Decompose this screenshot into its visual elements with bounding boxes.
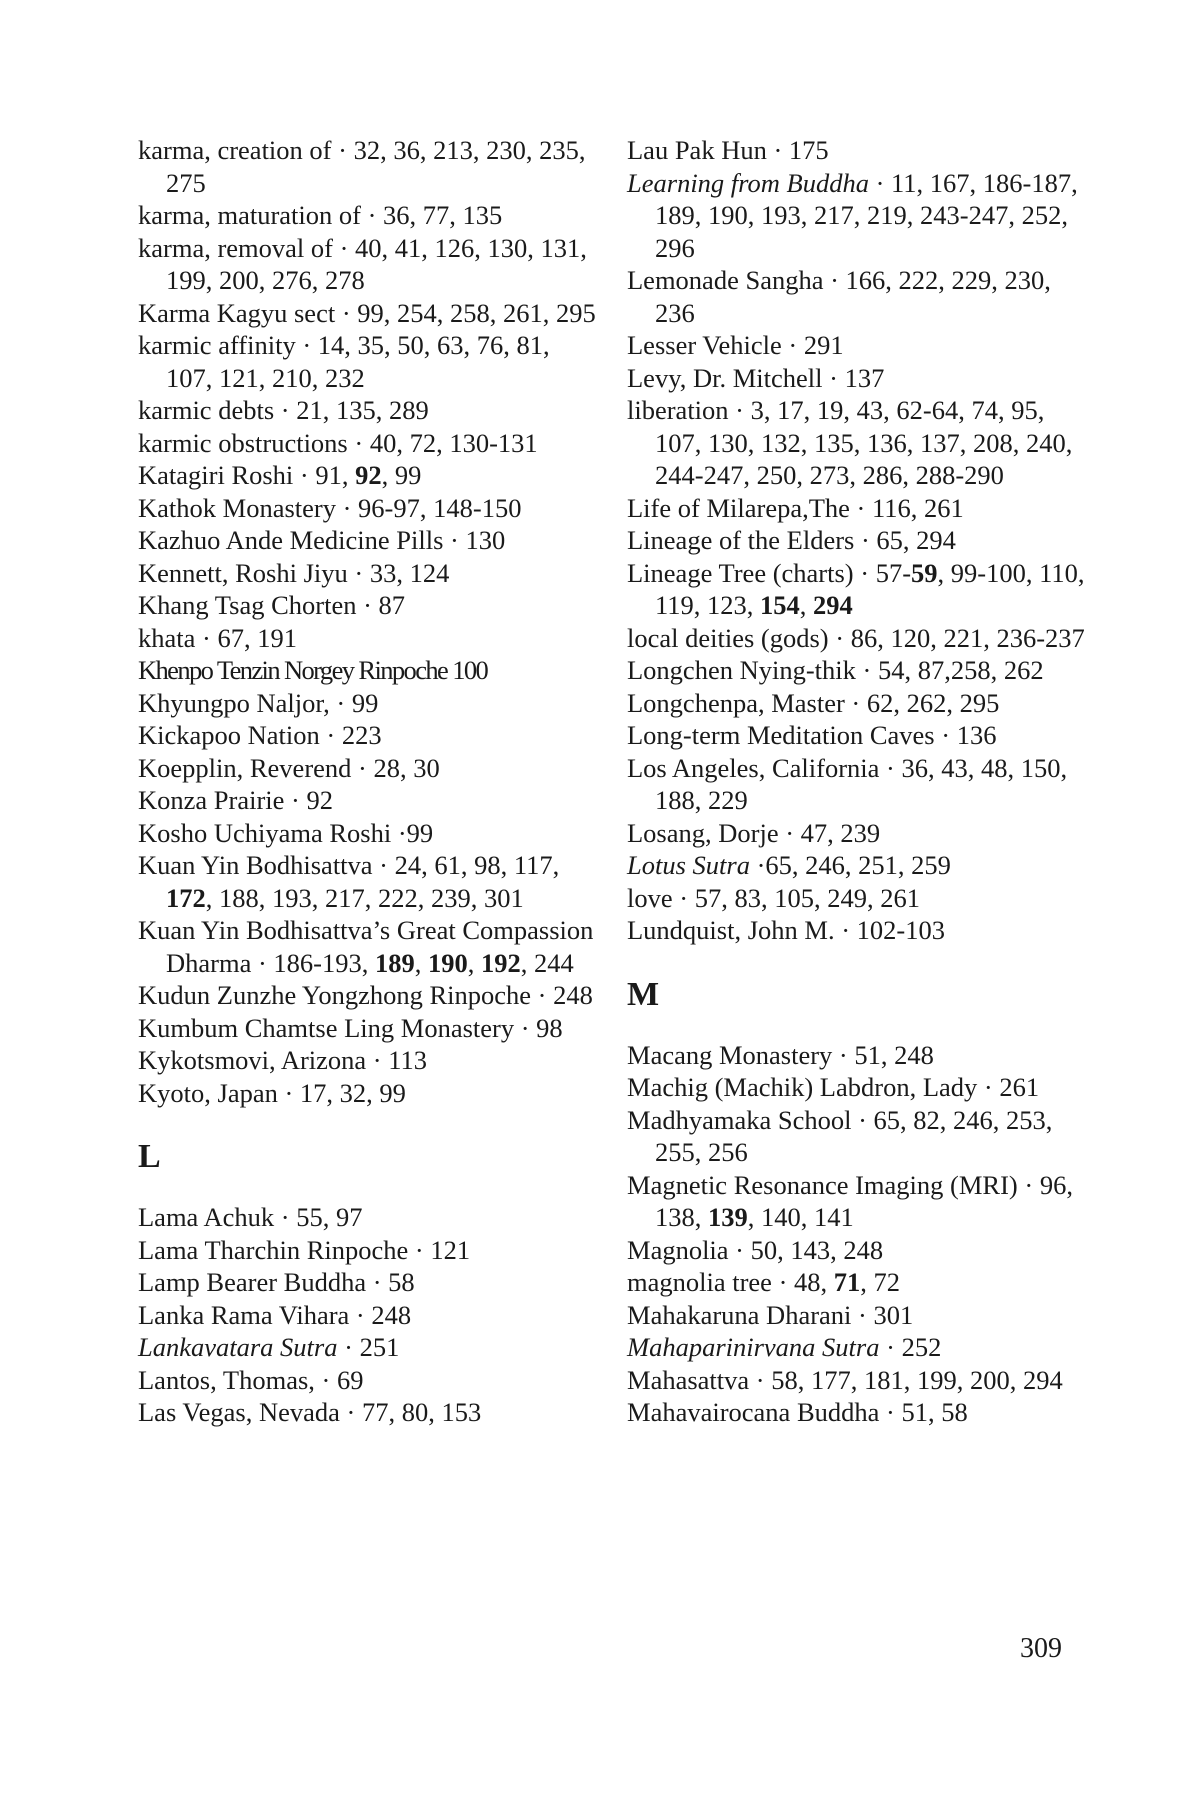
- index-entry: [627, 557, 1087, 622]
- index-entry: [138, 524, 598, 557]
- index-entry-text: · 11, 167, 186-187, 189, 190, 193, 217, 219, 243-247, 252, 296: [655, 167, 1078, 263]
- index-entry-text: Kykotsmovi, Arizona · 113: [138, 1045, 428, 1075]
- index-entry-text: local deities (gods) · 86, 120, 221, 236-237: [627, 622, 1085, 653]
- index-entry: [627, 1331, 1087, 1364]
- index-entry: [627, 687, 1087, 720]
- index-entry: [138, 849, 598, 914]
- index-entry: [627, 914, 1087, 947]
- index-entry: [627, 264, 1087, 329]
- index-entry-text: Khyungpo Naljor, · 99: [138, 687, 379, 718]
- index-entry-text: Losang, Dorje · 47, 239: [627, 817, 881, 848]
- index-entry: [627, 817, 1087, 850]
- index-entry-text: ,: [414, 947, 428, 978]
- index-entry: [138, 687, 598, 720]
- entry-list: [627, 1039, 1087, 1429]
- index-entry: [627, 492, 1087, 525]
- index-entry-text: 192: [481, 947, 521, 978]
- index-entry-text: · 252: [879, 1332, 942, 1362]
- index-entry: [138, 1012, 598, 1045]
- index-entry-text: ,: [467, 947, 481, 978]
- index-entry-text: karma, maturation of · 36, 77, 135: [138, 200, 503, 230]
- section-letter-l: L: [138, 1138, 161, 1175]
- index-entry: [627, 1364, 1087, 1397]
- index-entry-text: Lantos, Thomas, · 69: [138, 1364, 364, 1395]
- index-entry-text: karmic affinity · 14, 35, 50, 63, 76, 81, 107, 121, 210, 232: [138, 330, 550, 393]
- index-entry: [627, 362, 1087, 395]
- index-entry: [138, 1331, 598, 1364]
- index-entry-text: 154: [760, 590, 800, 620]
- index-entry-text: 190: [428, 947, 468, 978]
- index-entry-text: Longchen Nying-thik · 54, 87,258, 262: [627, 655, 1044, 685]
- index-entry-text: 189: [375, 947, 415, 978]
- index-entry: [627, 1169, 1087, 1234]
- index-entry: [138, 557, 598, 590]
- index-entry-text: , 140, 141: [747, 1202, 854, 1232]
- index-entry-text: love · 57, 83, 105, 249, 261: [627, 882, 920, 913]
- index-entry: [138, 1266, 598, 1299]
- index-entry: [627, 1039, 1087, 1072]
- index-entry-text: Kennett, Roshi Jiyu · 33, 124: [138, 557, 450, 588]
- index-entry: [627, 1266, 1087, 1299]
- index-entry-text: · 251: [337, 1332, 400, 1362]
- index-entry-text: Kudun Zunzhe Yongzhong Rinpoche · 248: [138, 980, 593, 1010]
- index-entry: [138, 752, 598, 785]
- index-entry-text: Lineage Tree (charts) · 57-: [627, 557, 912, 588]
- index-entry: [627, 719, 1087, 752]
- index-entry: [627, 654, 1087, 687]
- index-entry: [138, 817, 598, 850]
- index-entry-text: Kazhuo Ande Medicine Pills · 130: [138, 525, 506, 555]
- index-entry-text: 294: [813, 590, 853, 620]
- index-entry-text: Long-term Meditation Caves · 136: [627, 720, 997, 750]
- entry-list: [138, 1201, 598, 1429]
- index-entry-text: Lamp Bearer Buddha · 58: [138, 1267, 415, 1297]
- page-number: 309: [1020, 1633, 1062, 1664]
- entry-list: [138, 134, 598, 1109]
- index-entry-text: karma, creation of · 32, 36, 213, 230, 235, 275: [138, 135, 586, 198]
- index-entry: [138, 1396, 598, 1429]
- index-entry: [138, 1364, 598, 1397]
- index-entry: [627, 882, 1087, 915]
- index-entry-text: Macang Monastery · 51, 248: [627, 1039, 934, 1070]
- index-entry-text: karmic obstructions · 40, 72, 130-131: [138, 427, 538, 458]
- index-entry-text: liberation · 3, 17, 19, 43, 62-64, 74, 95, 107, 130, 132, 135, 136, 137, 208, 240, 244-247, 250, 273, 286, 288-290: [627, 395, 1073, 490]
- index-entry: [138, 199, 598, 232]
- index-entry-text: 139: [708, 1202, 748, 1232]
- index-entry: [138, 492, 598, 525]
- index-entry: [138, 329, 598, 394]
- index-entry-text: Kumbum Chamtse Ling Monastery · 98: [138, 1012, 563, 1043]
- index-entry-text: , 244: [520, 947, 574, 978]
- index-entry-text: , 72: [860, 1267, 901, 1297]
- index-entry-text: Los Angeles, California · 36, 43, 48, 150, 188, 229: [627, 752, 1068, 815]
- index-entry-text: , 99: [381, 460, 422, 490]
- index-entry-text: Karma Kagyu sect · 99, 254, 258, 261, 295: [138, 297, 596, 328]
- index-entry: [138, 459, 598, 492]
- index-entry: [138, 719, 598, 752]
- index-entry: [138, 1044, 598, 1077]
- index-entry-text: 59: [911, 557, 938, 588]
- index-entry-text: magnolia tree · 48,: [627, 1267, 834, 1297]
- index-entry-text: , 99-100, 110, 119, 123,: [655, 557, 1085, 620]
- index-entry: [138, 589, 598, 622]
- index-entry-text: Madhyamaka School · 65, 82, 246, 253, 255, 256: [627, 1104, 1053, 1167]
- index-entry-text: Lanka Rama Vihara · 248: [138, 1299, 412, 1330]
- index-entry-text: Lankavatara Sutra: [138, 1332, 338, 1362]
- index-entry: [627, 394, 1087, 492]
- index-entry: [627, 134, 1087, 167]
- index-entry: [138, 1201, 598, 1234]
- index-entry: [138, 427, 598, 460]
- index-entry-text: Levy, Dr. Mitchell · 137: [627, 362, 885, 393]
- index-entry-text: Mahakaruna Dharani · 301: [627, 1299, 914, 1330]
- index-entry-text: karma, removal of · 40, 41, 126, 130, 131, 199, 200, 276, 278: [138, 232, 587, 295]
- index-entry: [138, 394, 598, 427]
- index-entry: [138, 1299, 598, 1332]
- index-entry-text: Mahaparinirvana Sutra: [627, 1332, 880, 1362]
- index-entry-text: 92: [355, 460, 382, 490]
- index-entry-text: Mahavairocana Buddha · 51, 58: [627, 1397, 968, 1427]
- index-entry-text: ·65, 246, 251, 259: [749, 850, 951, 880]
- index-entry: [138, 134, 598, 199]
- index-entry-text: Kosho Uchiyama Roshi ·99: [138, 817, 434, 848]
- index-entry: [627, 622, 1087, 655]
- section-letter-m: M: [627, 975, 660, 1013]
- index-entry: [138, 914, 598, 979]
- index-entry: [138, 1234, 598, 1267]
- index-entry-text: Life of Milarepa,The · 116, 261: [627, 492, 964, 523]
- index-entry: [627, 1299, 1087, 1332]
- index-entry-text: Katagiri Roshi · 91,: [138, 460, 356, 490]
- index-entry-text: Koepplin, Reverend · 28, 30: [138, 752, 440, 783]
- index-entry: [627, 849, 1087, 882]
- index-entry: [138, 622, 598, 655]
- index-entry: [138, 1077, 598, 1110]
- index-entry: [627, 752, 1087, 817]
- index-entry-text: Lundquist, John M. · 102-103: [627, 915, 945, 945]
- index-entry-text: Magnetic Resonance Imaging (MRI) · 96, 138,: [627, 1169, 1073, 1232]
- index-entry-text: 71: [833, 1267, 861, 1297]
- index-entry-text: Lama Tharchin Rinpoche · 121: [138, 1234, 471, 1265]
- index-entry-text: Kyoto, Japan · 17, 32, 99: [138, 1077, 406, 1108]
- index-column-right: [627, 134, 1087, 1429]
- index-entry: [138, 784, 598, 817]
- index-entry: [627, 1234, 1087, 1267]
- index-entry-text: , 188, 193, 217, 222, 239, 301: [205, 882, 524, 913]
- index-entry: [627, 167, 1087, 265]
- index-entry-text: Las Vegas, Nevada · 77, 80, 153: [138, 1397, 482, 1427]
- index-entry-text: khata · 67, 191: [138, 622, 297, 653]
- index-entry-text: Kuan Yin Bodhisattva’s Great Compassion Dharma · 186-193,: [138, 915, 594, 978]
- index-entry-text: Lotus Sutra: [627, 850, 750, 880]
- index-entry-text: Lesser Vehicle · 291: [627, 330, 844, 360]
- index-entry-text: Lau Pak Hun · 175: [627, 135, 829, 165]
- index-entry-text: Kuan Yin Bodhisattva · 24, 61, 98, 117,: [138, 850, 560, 880]
- index-entry: [627, 1396, 1087, 1429]
- index-entry: [627, 329, 1087, 362]
- index-entry-text: karmic debts · 21, 135, 289: [138, 395, 429, 425]
- entry-list: [627, 134, 1087, 947]
- index-entry-text: Magnolia · 50, 143, 248: [627, 1234, 884, 1265]
- index-entry-text: Konza Prairie · 92: [138, 785, 333, 815]
- index-entry-text: Kickapoo Nation · 223: [138, 720, 382, 750]
- index-entry-text: Khenpo Tenzin Norgey Rinpoche 100: [138, 655, 488, 685]
- index-entry-text: 172: [166, 882, 206, 913]
- index-entry-text: Machig (Machik) Labdron, Lady · 261: [627, 1072, 1040, 1102]
- index-entry-text: Lama Achuk · 55, 97: [138, 1202, 363, 1232]
- index-entry: [138, 654, 598, 687]
- index-entry: [138, 297, 598, 330]
- index-entry: [627, 1104, 1087, 1169]
- index-entry-text: Lineage of the Elders · 65, 294: [627, 525, 956, 555]
- index-entry: [627, 1071, 1087, 1104]
- index-entry-text: Learning from Buddha: [627, 167, 869, 198]
- index-entry-text: Khang Tsag Chorten · 87: [138, 590, 406, 620]
- index-entry: [138, 232, 598, 297]
- index-entry-text: Lemonade Sangha · 166, 222, 229, 230, 236: [627, 265, 1051, 328]
- index-column-left: [138, 134, 598, 1429]
- index-entry: [138, 979, 598, 1012]
- index-entry-text: ,: [799, 590, 814, 620]
- index-entry-text: Longchenpa, Master · 62, 262, 295: [627, 687, 1000, 718]
- index-entry-text: Mahasattva · 58, 177, 181, 199, 200, 294: [627, 1364, 1063, 1395]
- index-entry: [627, 524, 1087, 557]
- index-entry-text: Kathok Monastery · 96-97, 148-150: [138, 492, 522, 523]
